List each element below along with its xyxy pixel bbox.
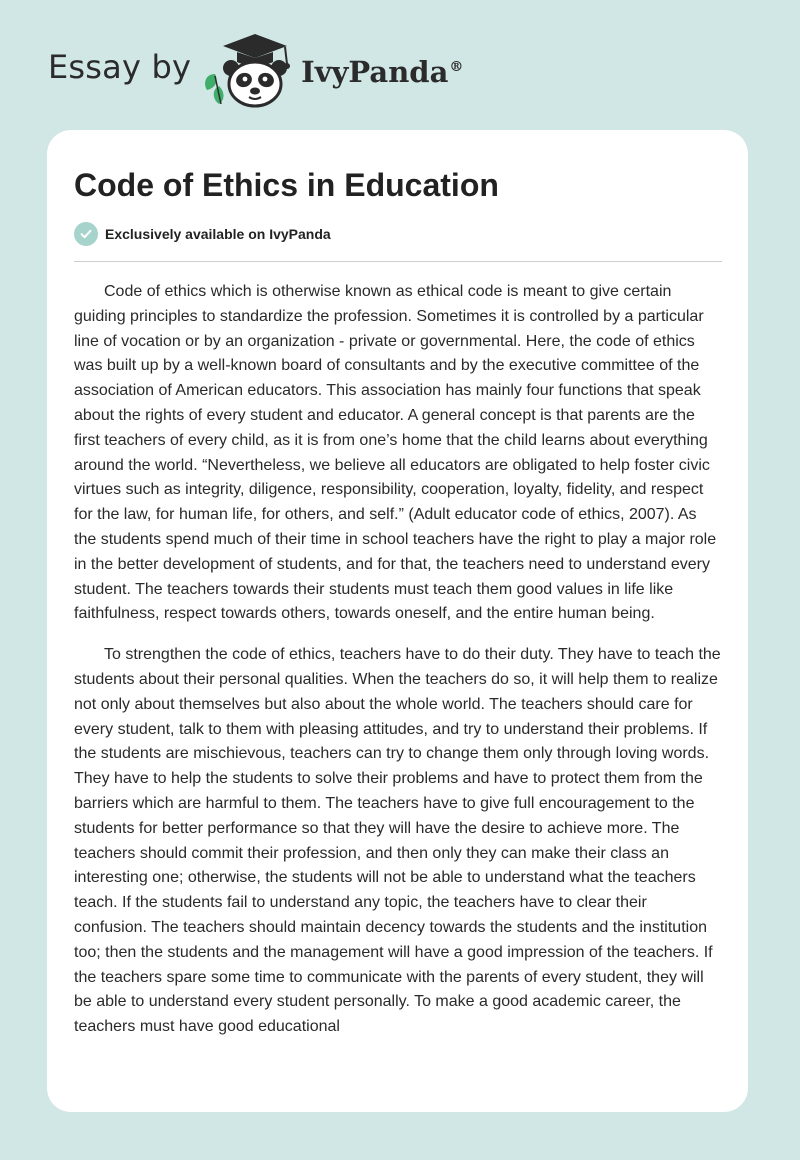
brand-prefix: Essay by (48, 48, 192, 86)
registered-mark: ® (449, 59, 464, 76)
brand-name (301, 55, 463, 89)
site-header[interactable] (48, 30, 463, 110)
brand-name-text: IvyPanda (301, 55, 449, 89)
page-title: Code of Ethics in Education (74, 167, 499, 203)
essay-body (74, 280, 722, 1040)
checkmark-icon (74, 222, 98, 246)
panda-graduate-logo-icon (201, 30, 297, 110)
leaf-icon (205, 74, 223, 104)
badge-text: Exclusively available on IvyPanda (105, 226, 331, 242)
paragraph: Code of ethics which is otherwise known as ethical code is meant to give certain guiding principles to standardize the profession. Sometimes it is controlled by a particular line of vocation or by an organization - private or governmental. Here, the code of ethics was built up by a well-known board of consultants and by the executive committee of the association of American educators. This association has mainly four functions that speak about the rights of every student and educator. A general concept is that parents are the first teachers of every child, as it is from one’s home that the child learns about everything around the world. “Nevertheless, we believe all educators are obligated to help foster civic virtues such as integrity, diligence, responsibility, cooperation, loyalty, fidelity, and respect for the law, for human life, for others, and self.” (Adult educator code of ethics, 2007). As the students spend much of their time in school teachers have the right to play a major role in the better development of students, and for that, the teachers need to understand every student. The teachers towards their students must teach them good values in life like faithfulness, respect towards others, towards oneself, and the entire human being. (74, 283, 717, 623)
essay-card (47, 130, 748, 1112)
exclusive-badge (74, 222, 722, 246)
divider (74, 261, 722, 262)
paragraph: To strengthen the code of ethics, teachers have to do their duty. They have to teach the students about their personal qualities. When the teachers do so, it will help them to realize not only about themselves but also about the whole world. The teachers should care for every student, talk to them with pleasing attitudes, and try to understand their problems. If the students are mischievous, teachers can try to change them only through loving words. They have to help the students to solve their problems and have to protect them from the barriers which are harmful to them. The teachers have to give full encouragement to the students for better performance so that they will have the desire to achieve more. The teachers should commit their profession, and then only they can make their class an interesting one; otherwise, the students will not be able to understand what the teachers teach. If the students fail to understand any topic, the teachers have to clear their confusion. The teachers should maintain decency towards the students and the institution too; then the students and the management will have a good impression of the teachers. If the teachers spare some time to communicate with the parents of every student, they will be able to understand every student personally. To make a good academic career, the teachers must have good educational (74, 646, 721, 1036)
